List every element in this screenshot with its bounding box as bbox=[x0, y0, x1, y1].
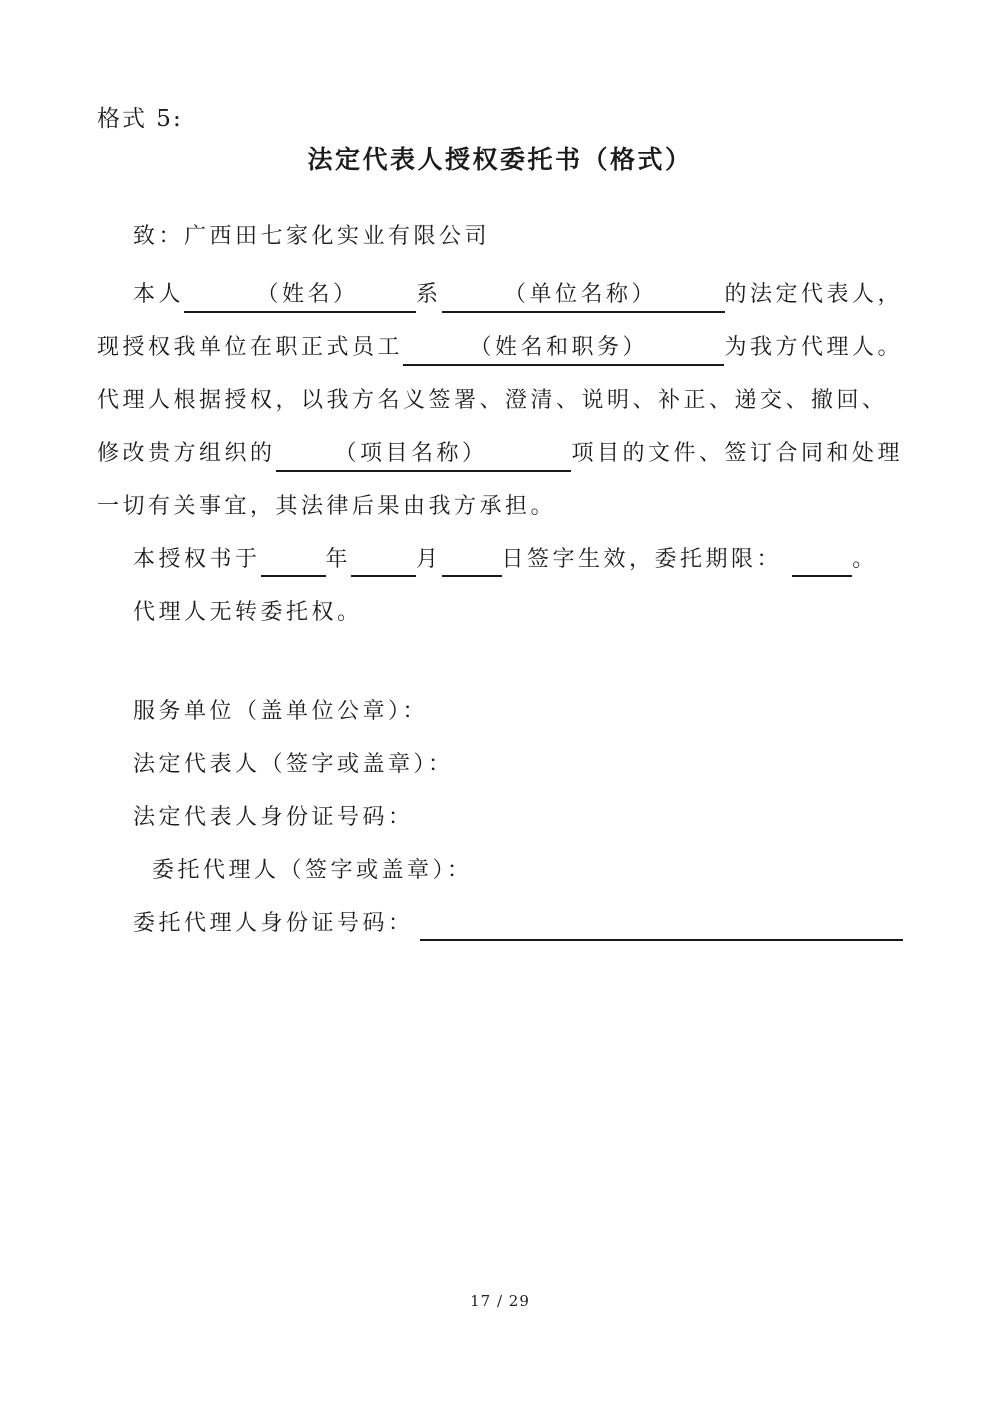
agent-name-job-fill-blank: （姓名和职务） bbox=[403, 332, 724, 366]
agent-id-label-text: 委托代理人身份证号码： bbox=[133, 911, 414, 936]
agent-id-fill-blank bbox=[420, 909, 903, 941]
effective-post-text: 日签字生效，委托期限： bbox=[501, 547, 783, 572]
document-title: 法定代表人授权委托书（格式） bbox=[307, 145, 693, 174]
effective-date-line bbox=[97, 533, 903, 586]
name-fill-blank: （姓名） bbox=[184, 279, 416, 313]
modify-paragraph-line bbox=[97, 427, 903, 480]
no-delegate-line: 代理人无转委托权。 bbox=[133, 600, 363, 625]
powers-paragraph-line: 代理人根据授权，以我方名义签署、澄清、说明、补正、递交、撤回、 bbox=[97, 388, 888, 413]
signature-agent-id-line bbox=[97, 897, 903, 950]
year-unit-text: 年 bbox=[325, 547, 352, 572]
signature-legal-rep-line: 法定代表人（签字或盖章）： bbox=[133, 752, 454, 777]
format-label: 格式 5: bbox=[97, 106, 183, 132]
identity-pre-text: 本人 bbox=[133, 282, 185, 307]
day-fill-blank bbox=[442, 545, 502, 577]
identity-paragraph-line bbox=[97, 268, 903, 321]
month-fill-blank bbox=[351, 545, 416, 577]
identity-mid-text: 系 bbox=[416, 282, 442, 307]
identity-post-text: 的法定代表人， bbox=[724, 282, 904, 307]
authorize-paragraph-line bbox=[97, 321, 903, 374]
period-end-text: 。 bbox=[852, 547, 878, 572]
page-number: 17 / 29 bbox=[470, 1292, 530, 1310]
project-name-fill-blank: （项目名称） bbox=[276, 438, 572, 472]
authorize-post-text: 为我方代理人。 bbox=[724, 335, 903, 360]
modify-post-text: 项目的文件、签订合同和处理 bbox=[571, 441, 903, 466]
org-name-fill-blank: （单位名称） bbox=[442, 279, 725, 313]
signature-agent-line: 委托代理人（签字或盖章）： bbox=[152, 858, 473, 883]
addressee-line: 致：广西田七家化实业有限公司 bbox=[133, 224, 491, 249]
year-fill-blank bbox=[261, 545, 326, 577]
document-content bbox=[97, 0, 903, 950]
signature-legal-rep-id-line: 法定代表人身份证号码： bbox=[133, 805, 414, 830]
liability-paragraph-line: 一切有关事宜，其法律后果由我方承担。 bbox=[97, 494, 557, 519]
effective-pre-text: 本授权书于 bbox=[133, 547, 261, 572]
period-fill-blank bbox=[792, 545, 852, 577]
authorize-pre-text: 现授权我单位在职正式员工 bbox=[97, 335, 404, 360]
signature-company-line: 服务单位（盖单位公章）： bbox=[133, 699, 429, 724]
modify-pre-text: 修改贵方组织的 bbox=[97, 441, 276, 466]
month-unit-text: 月 bbox=[416, 547, 442, 572]
